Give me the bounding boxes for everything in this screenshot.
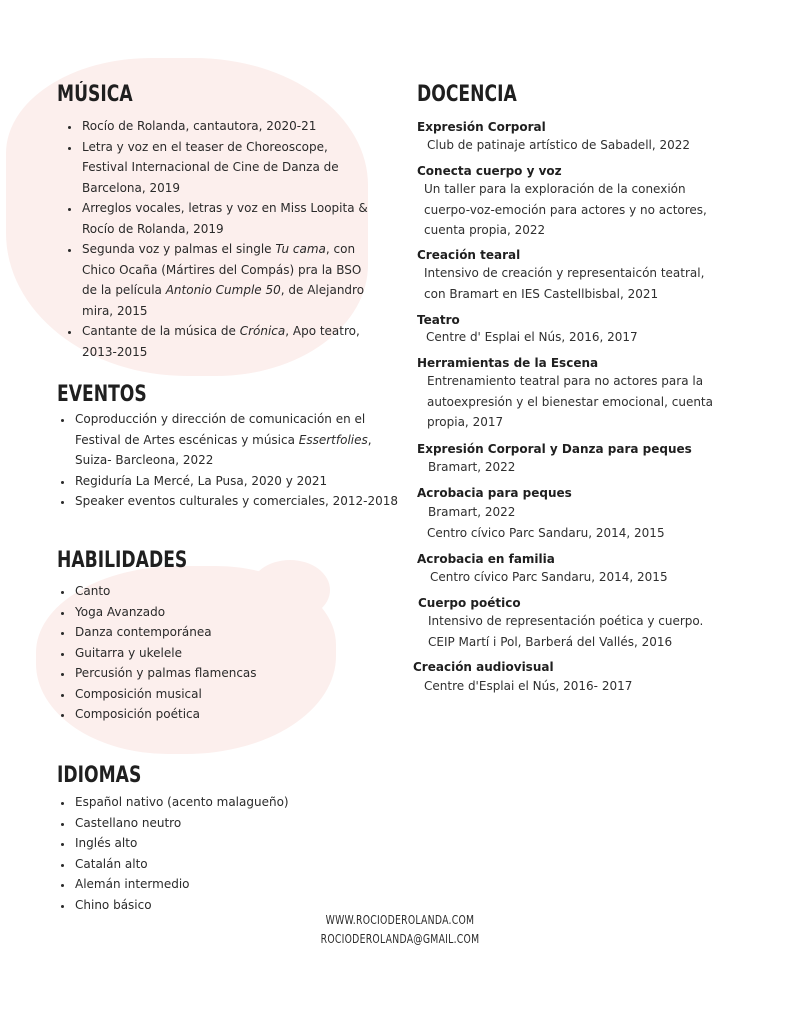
docencia-entry-text: Centre d'Esplai el Nús, 2016- 2017 [424,679,633,693]
docencia-entry-text: Bramart, 2022 [428,460,516,474]
docencia-entry-text: Intensivo de representación poética y cuerpo. [428,614,704,628]
list-item: • Canto [73,581,353,602]
docencia-entry-text: Centro cívico Parc Sandaru, 2014, 2015 [430,570,668,584]
list-item: • Chino básico [73,895,373,916]
docencia-entry-text: Entrenamiento teatral para no actores para la autoexpresión y el bienestar emocional, cuenta propia, 2017 [427,374,713,429]
list-item: • Catalán alto [73,854,373,875]
eventos-list [57,409,399,512]
footer-website[interactable]: WWW.ROCIODEROLANDA.COM [325,913,475,927]
list-item: • Coproducción y dirección de comunicación en el Festival de Artes escénicas y música Essertfolies, Suiza- Barcleona, 2022 [73,409,399,471]
docencia-heading: DOCENCIA [417,82,517,107]
docencia-entry-title: Acrobacia para peques [417,486,572,500]
list-item: • Speaker eventos culturales y comerciales, 2012-2018 [73,491,399,512]
list-item: • Composición poética [73,704,353,725]
list-item: • Arreglos vocales, letras y voz en Miss Loopita & Rocío de Rolanda, 2019 [80,198,370,239]
habilidades-list [57,581,353,725]
docencia-entry-title: Creación tearal [417,248,521,262]
docencia-entry-text: Club de patinaje artístico de Sabadell, 2022 [427,138,691,152]
footer-email[interactable]: ROCIODEROLANDA@GMAIL.COM [320,932,480,946]
list-item: • Yoga Avanzado [73,602,353,623]
musica-list [64,116,370,362]
habilidades-heading: HABILIDADES [57,548,188,573]
docencia-entry-title: Expresión Corporal [417,120,546,134]
list-item: • Composición musical [73,684,353,705]
docencia-entry-title: Cuerpo poético [418,596,521,610]
list-item: • Segunda voz y palmas el single Tu cama, con Chico Ocaña (Mártires del Compás) pra la BSO de la película Antonio Cumple 50, de Alejandro mira, 2015 [80,239,370,321]
list-item: • Inglés alto [73,833,373,854]
docencia-entry-title: Herramientas de la Escena [417,356,599,370]
idiomas-list [57,792,373,915]
list-item: • Cantante de la música de Crónica, Apo teatro, 2013-2015 [80,321,370,362]
docencia-entry-title: Teatro [417,313,460,327]
docencia-entry-title: Creación audiovisual [413,660,554,674]
list-item: • Letra y voz en el teaser de Choreoscope, Festival Internacional de Cine de Danza de Barcelona, 2019 [80,137,370,199]
list-item: • Guitarra y ukelele [73,643,353,664]
docencia-entry-text: Un taller para la exploración de la conexión cuerpo-voz-emoción para actores y no actores, cuenta propia, 2022 [424,182,707,237]
idiomas-heading: IDIOMAS [57,763,142,788]
docencia-entry-title: Conecta cuerpo y voz [417,164,562,178]
list-item: • Castellano neutro [73,813,373,834]
docencia-entry-text: Bramart, 2022 [428,505,516,519]
docencia-entry-text: Centro cívico Parc Sandaru, 2014, 2015 [427,526,665,540]
docencia-entry-text: Intensivo de creación y representaicón teatral, con Bramart en IES Castellbisbal, 2021 [424,266,705,301]
docencia-entry-text: Centre d' Esplai el Nús, 2016, 2017 [426,330,638,344]
list-item: • Danza contemporánea [73,622,353,643]
list-item: • Rocío de Rolanda, cantautora, 2020-21 [80,116,370,137]
list-item: • Alemán intermedio [73,874,373,895]
docencia-entry-text: CEIP Martí i Pol, Barberá del Vallés, 2016 [428,635,673,649]
list-item: • Español nativo (acento malagueño) [73,792,373,813]
list-item: • Regiduría La Mercé, La Pusa, 2020 y 2021 [73,471,399,492]
docencia-entry-title: Expresión Corporal y Danza para peques [417,442,692,456]
eventos-heading: EVENTOS [57,382,147,407]
list-item: • Percusión y palmas flamencas [73,663,353,684]
musica-heading: MÚSICA [57,82,133,107]
docencia-entry-title: Acrobacia en familia [417,552,555,566]
